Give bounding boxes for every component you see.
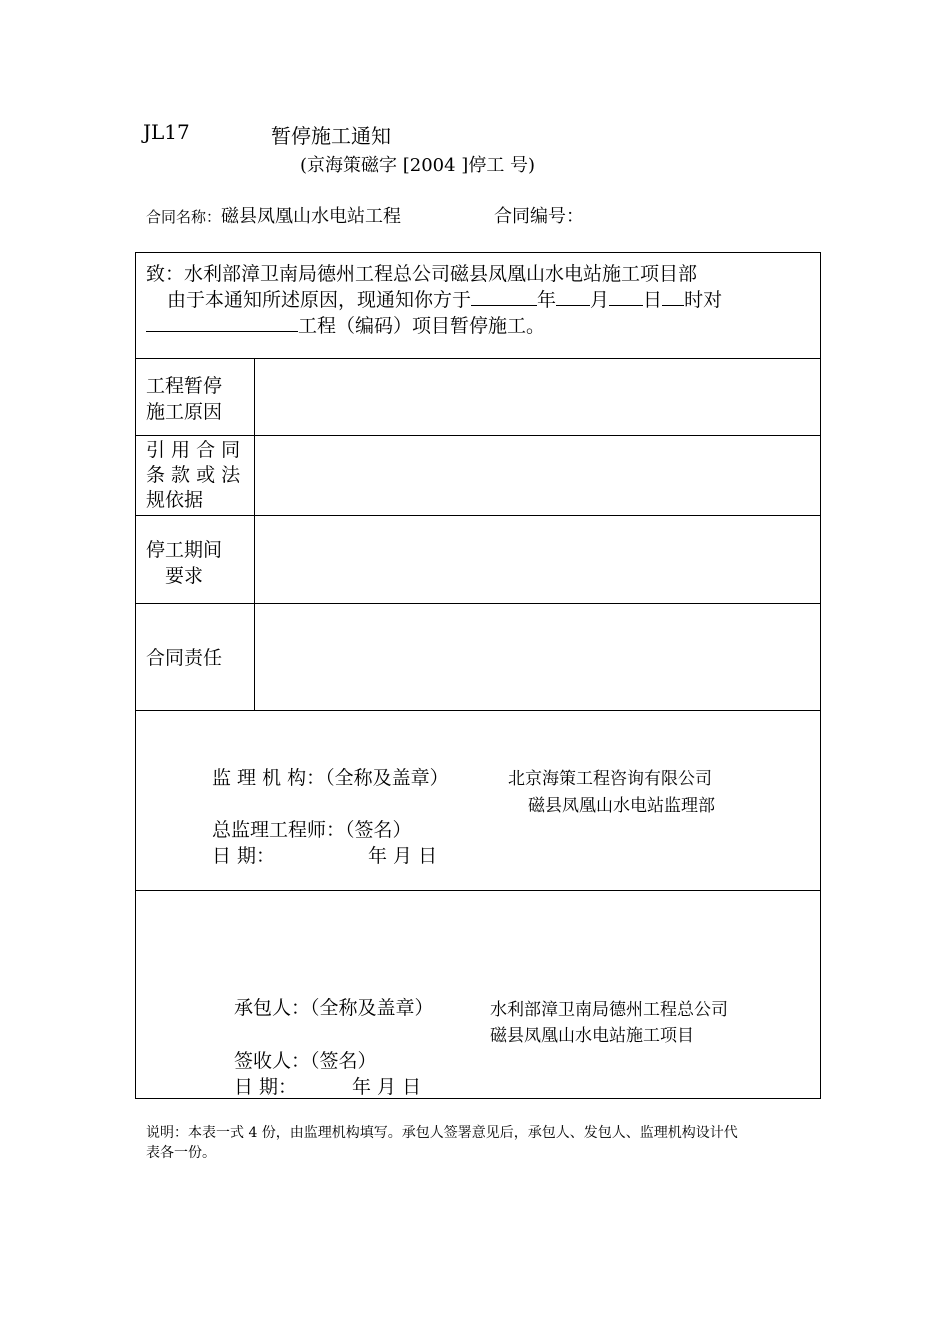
notice-line2-prefix: 由于本通知所述原因，现通知你方于 [167,289,472,311]
supervisor-org-name-1: 北京海策工程咨询有限公司 [508,769,712,789]
notice-line-3 [146,311,545,338]
day-blank[interactable] [609,287,643,306]
reason-field[interactable] [260,363,816,431]
row-divider [136,515,820,516]
row-divider [136,358,820,359]
notice-line3-suffix: 工程（编码）项目暂停施工。 [298,315,546,337]
clause-field[interactable] [260,440,816,510]
contract-name-label: 合同名称： [146,208,222,226]
form-code: JL17 [143,120,190,144]
liability-label-line: 合同责任 [146,647,223,669]
clause-label-line: 条 款 或 法 [146,464,241,486]
row-divider [136,710,820,711]
contractor-name-1: 水利部漳卫南局德州工程总公司 [490,1000,728,1020]
notice-form-table [135,252,821,1099]
supervisor-org-label: 监 理 机 构：（全称及盖章） [212,767,449,789]
receiver-signature-label: 签收人：（签名） [234,1050,377,1072]
row-divider [136,435,820,436]
document-number: (京海策磁字 [2004 ]停工 号) [300,155,536,176]
clause-label [146,438,240,513]
chief-engineer-signature-label: 总监理工程师：（签名） [212,819,412,841]
contract-number-label: 合同编号： [494,206,584,227]
footnote-line-2: 表各一份。 [146,1145,216,1161]
reason-label-line: 施工原因 [146,401,223,423]
clause-label-line: 引 用 合 同 [146,439,241,461]
page-title: 暂停施工通知 [271,124,391,148]
contract-name-value: 磁县凤凰山水电站工程 [221,206,402,227]
period-label [146,537,222,589]
liability-label [146,645,222,671]
supervisor-date-label: 日 期： [212,845,276,867]
period-field[interactable] [260,520,816,598]
contractor-label: 承包人：（全称及盖章） [234,997,434,1019]
month-blank[interactable] [556,287,590,306]
footnote-line-1: 说明：本表一式 4 份，由监理机构填写。承包人签署意见后，承包人、发包人、监理机构设计代 [146,1125,738,1141]
period-label-line: 要求 [165,565,204,587]
supervisor-org-name-2: 磁县凤凰山水电站监理部 [528,796,715,816]
day-label: 日 [643,289,663,311]
row-divider [136,603,820,604]
year-label: 年 [537,289,557,311]
reason-label [146,373,222,425]
contractor-name-2: 磁县凤凰山水电站施工项目 [490,1026,694,1046]
contractor-date-label: 日 期： [234,1076,298,1098]
month-label: 月 [590,289,610,311]
year-blank[interactable] [471,287,537,306]
row-divider [136,890,820,891]
column-divider [254,358,255,710]
project-blank[interactable] [146,313,298,332]
hour-suffix: 时对 [684,289,723,311]
clause-label-line: 规依据 [146,489,204,511]
hour-blank[interactable] [662,287,684,306]
supervisor-date-value: 年 月 日 [368,845,438,867]
liability-field[interactable] [260,608,816,705]
notice-line-2 [167,285,722,312]
notice-to-line: 致：水利部漳卫南局德州工程总公司磁县凤凰山水电站施工项目部 [146,263,698,285]
contractor-date-value: 年 月 日 [352,1076,422,1098]
contract-line [146,202,401,228]
reason-label-line: 工程暂停 [146,375,223,397]
period-label-line: 停工期间 [146,539,223,561]
